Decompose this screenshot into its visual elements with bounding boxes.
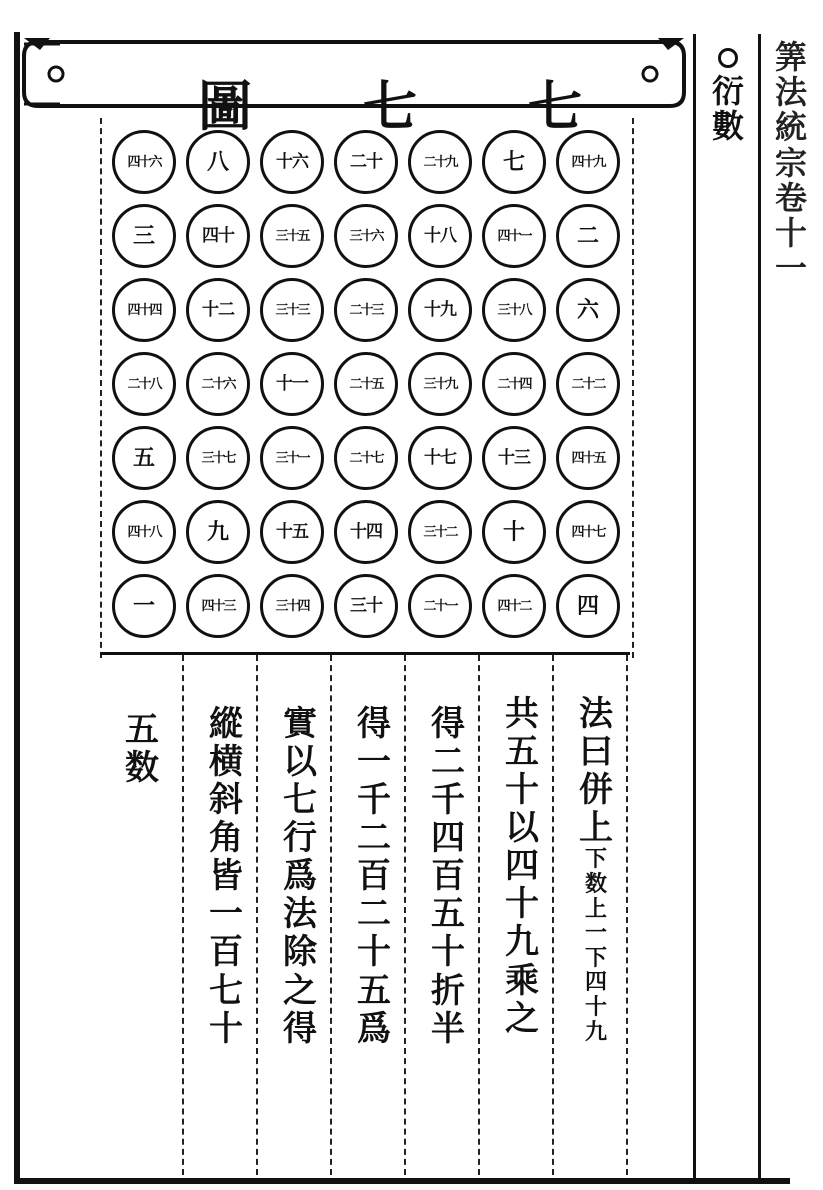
text-char: 斜	[209, 780, 243, 821]
text-column	[420, 705, 476, 1048]
margin-char: 筭	[774, 38, 807, 76]
margin-char: 宗	[774, 143, 807, 182]
text-char: 十	[505, 884, 539, 925]
text-char: 五	[357, 970, 391, 1011]
side-note	[703, 48, 753, 144]
text-column	[346, 705, 402, 1048]
text-char: 乘	[505, 960, 539, 1001]
text-char: 爲	[357, 1008, 391, 1049]
text-char: 五	[431, 894, 465, 935]
text-char: 二	[357, 894, 391, 935]
text-char: 五	[125, 710, 159, 750]
text-char: 千	[431, 780, 465, 821]
magic-square-cell: 一	[112, 574, 176, 638]
title-banner	[20, 34, 688, 138]
text-char: 百	[431, 856, 465, 897]
banner-char: 圖	[198, 74, 252, 138]
magic-square-cell: 三十二	[408, 500, 472, 564]
annotation-char: 九	[584, 1018, 607, 1045]
text-char: 角	[209, 818, 243, 859]
text-char: 七	[283, 780, 317, 821]
column-rule	[758, 34, 761, 1179]
margin-char: 統	[774, 108, 807, 147]
text-char: 十	[357, 932, 391, 973]
magic-square-cell: 二十四	[482, 352, 546, 416]
text-char: 二	[431, 742, 465, 783]
text-char: 行	[283, 818, 317, 859]
text-char: 以	[505, 808, 539, 849]
magic-square-cell: 十三	[482, 426, 546, 490]
side-note-char: 衍	[711, 72, 744, 110]
magic-square-cell: 十四	[334, 500, 398, 564]
column-divider	[404, 655, 406, 1175]
text-char: 曰	[579, 732, 613, 773]
text-char: 十	[209, 1008, 243, 1049]
side-note-char: 數	[711, 107, 744, 146]
text-char: 法	[579, 694, 613, 734]
magic-square-cell: 四十七	[556, 500, 620, 564]
column-divider	[182, 655, 184, 1175]
text-char: 四	[505, 846, 539, 887]
text-char: 九	[505, 922, 539, 963]
text-char: 得	[283, 1008, 317, 1049]
magic-square-cell: 三十七	[186, 426, 250, 490]
text-char: 半	[431, 1008, 465, 1049]
margin-char: 十	[774, 213, 807, 252]
magic-square-cell: 八	[186, 130, 250, 194]
banner-char: 七	[528, 74, 582, 138]
text-char: 共	[505, 694, 539, 734]
magic-square-cell: 二	[556, 204, 620, 268]
magic-square-cell: 三	[112, 204, 176, 268]
magic-square-cell: 十二	[186, 278, 250, 342]
magic-square-cell: 七	[482, 130, 546, 194]
circle-mark-icon	[718, 48, 738, 68]
text-char: 七	[209, 970, 243, 1011]
magic-square-cell: 三十九	[408, 352, 472, 416]
text-column	[568, 695, 624, 1044]
magic-square-cell: 三十六	[334, 204, 398, 268]
magic-square-cell: 三十三	[260, 278, 324, 342]
text-char: 二	[357, 818, 391, 859]
magic-square-cell: 十七	[408, 426, 472, 490]
magic-square-cell: 二十三	[334, 278, 398, 342]
magic-square-cell: 九	[186, 500, 250, 564]
column-divider	[478, 655, 480, 1175]
magic-square-cell: 三十八	[482, 278, 546, 342]
magic-square-cell: 十一	[260, 352, 324, 416]
text-char: 十	[505, 770, 539, 811]
text-column	[114, 711, 170, 787]
annotation-char: 四	[584, 969, 607, 996]
magic-square-cell: 二十七	[334, 426, 398, 490]
text-char: 千	[357, 780, 391, 821]
text-char: 皆	[209, 856, 243, 897]
explanation-text	[100, 652, 630, 1175]
magic-square-cell: 三十一	[260, 426, 324, 490]
magic-square-cell: 三十五	[260, 204, 324, 268]
magic-square-cell: 五	[112, 426, 176, 490]
magic-square-cell: 四十	[186, 204, 250, 268]
column-divider	[626, 655, 628, 1175]
text-char: 實	[283, 704, 317, 744]
text-char: 百	[357, 856, 391, 897]
text-char: 之	[283, 970, 317, 1011]
text-char: 五	[505, 732, 539, 773]
banner-char: 七	[363, 74, 417, 138]
text-char: 併	[579, 770, 613, 811]
margin-char: 卷	[774, 178, 807, 217]
column-divider	[256, 655, 258, 1175]
magic-square-cell: 十	[482, 500, 546, 564]
text-column	[198, 705, 254, 1048]
magic-square-cell: 二十六	[186, 352, 250, 416]
text-char: 四	[431, 818, 465, 859]
column-divider	[330, 655, 332, 1175]
magic-square-cell: 十八	[408, 204, 472, 268]
magic-square-grid	[100, 118, 634, 658]
text-char: 縱	[209, 704, 243, 744]
magic-square-cell: 四十九	[556, 130, 620, 194]
text-char: 上	[579, 808, 613, 849]
text-char: 得	[357, 704, 391, 744]
text-char: 一	[357, 742, 391, 783]
magic-square-cell: 四十八	[112, 500, 176, 564]
text-char: 一	[209, 894, 243, 935]
text-char: 百	[209, 932, 243, 973]
magic-square-cell: 十六	[260, 130, 324, 194]
annotation-char: 上	[584, 895, 607, 922]
text-char: 得	[431, 704, 465, 744]
margin-fragment	[766, 40, 816, 286]
magic-square-cell: 二十八	[112, 352, 176, 416]
text-char: 折	[431, 970, 465, 1011]
text-char: 横	[209, 742, 243, 783]
magic-square-cell: 十九	[408, 278, 472, 342]
annotation-char: 十	[584, 994, 607, 1021]
magic-square-cell: 六	[556, 278, 620, 342]
text-char: 数	[125, 748, 159, 789]
text-char: 除	[283, 932, 317, 973]
margin-char: 法	[774, 73, 807, 112]
magic-square-cell: 二十一	[408, 574, 472, 638]
magic-square-cell: 三十四	[260, 574, 324, 638]
text-column	[272, 705, 328, 1048]
magic-square-cell: 四	[556, 574, 620, 638]
magic-square-cell: 二十	[334, 130, 398, 194]
annotation-char: 一	[584, 920, 607, 947]
text-char: 以	[283, 742, 317, 783]
magic-square-cell: 四十四	[112, 278, 176, 342]
annotation-char: 下	[584, 944, 607, 971]
magic-square-cell: 四十五	[556, 426, 620, 490]
magic-square-cell: 十五	[260, 500, 324, 564]
column-rule	[693, 34, 696, 1179]
annotation-char: 下	[584, 846, 607, 873]
magic-square-cell: 四十六	[112, 130, 176, 194]
text-char: 爲	[283, 856, 317, 897]
magic-square-cell: 四十二	[482, 574, 546, 638]
text-char: 法	[283, 894, 317, 935]
magic-square-cell: 四十三	[186, 574, 250, 638]
margin-char: 一	[774, 249, 807, 288]
magic-square-cell: 二十五	[334, 352, 398, 416]
magic-square-cell: 三十	[334, 574, 398, 638]
magic-square-cell: 二十二	[556, 352, 620, 416]
annotation-char: 数	[584, 870, 607, 897]
text-char: 之	[505, 998, 539, 1039]
magic-square-cell: 二十九	[408, 130, 472, 194]
magic-square-cell: 四十一	[482, 204, 546, 268]
column-divider	[552, 655, 554, 1175]
text-column	[494, 695, 550, 1038]
text-char: 十	[431, 932, 465, 973]
